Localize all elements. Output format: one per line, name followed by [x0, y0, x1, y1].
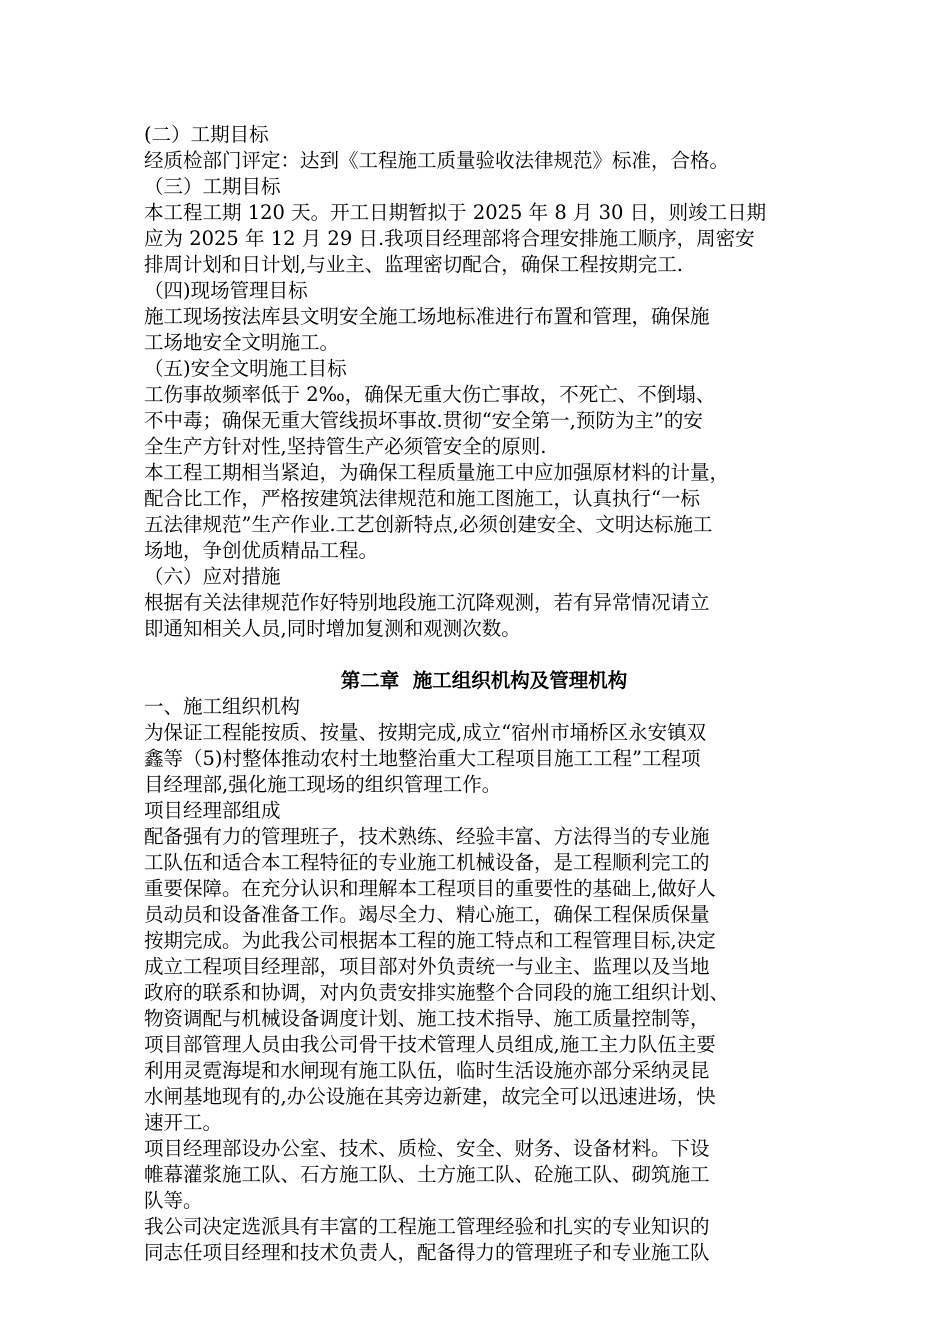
- section-heading: （五)安全文明施工目标: [144, 357, 347, 380]
- paragraph-line: 鑫等（5)村整体推动农村土地整治重大工程项目施工工程”工程项: [144, 747, 701, 770]
- paragraph-line: 我公司决定选派具有丰富的工程施工管理经验和扎实的专业知识的: [144, 1215, 710, 1238]
- document-page: [144, 122, 824, 1266]
- section-heading: 一、施工组织机构: [144, 695, 301, 718]
- paragraph-line: 政府的联系和协调，对内负责安排实施整个合同段的施工组织计划、: [144, 981, 730, 1004]
- paragraph-line: 排周计划和日计划,与业主、监理密切配合，确保工程按期完工.: [144, 253, 683, 276]
- paragraph-line: 为保证工程能按质、按量、按期完成,成立“宿州市埇桥区永安镇双: [144, 721, 707, 744]
- paragraph-line: 应为 2025 年 12 月 29 日.我项目经理部将合理安排施工顺序，周密安: [144, 227, 755, 250]
- paragraph-line: 重要保障。在充分认识和理解本工程项目的重要性的基础上,做好人: [144, 877, 716, 900]
- paragraph-line: 目经理部,强化施工现场的组织管理工作。: [144, 773, 502, 796]
- paragraph-line: 本工程工期 120 天。开工日期暂拟于 2025 年 8 月 30 日，则竣工日期: [144, 201, 767, 224]
- paragraph-line: 帷幕灌浆施工队、石方施工队、土方施工队、砼施工队、砌筑施工: [144, 1163, 710, 1186]
- paragraph-line: 成立工程项目经理部，项目部对外负责统一与业主、监理以及当地: [144, 955, 710, 978]
- paragraph-line: 队等。: [144, 1189, 203, 1212]
- paragraph-line: 全生产方针对性,坚持管生产必须管安全的原则.: [144, 435, 547, 458]
- paragraph-line: 配备强有力的管理班子，技术熟练、经验丰富、方法得当的专业施: [144, 825, 710, 848]
- paragraph-line: 工伤事故频率低于 2‰，确保无重大伤亡事故，不死亡、不倒塌、: [144, 383, 716, 406]
- paragraph-line: 速开工。: [144, 1111, 223, 1134]
- paragraph-line: 即通知相关人员,同时增加复测和观测次数。: [144, 617, 521, 640]
- chapter-title: 第二章 施工组织机构及管理机构: [340, 669, 628, 692]
- paragraph-line: 本工程工期相当紧迫，为确保工程质量施工中应加强原材料的计量，: [144, 461, 730, 484]
- paragraph-line: 利用灵霓海堤和水闸现有施工队伍，临时生活设施亦部分采纳灵昆: [144, 1059, 710, 1082]
- section-heading: （六）应对措施: [144, 565, 281, 588]
- paragraph-line: 员动员和设备准备工作。竭尽全力、精心施工，确保工程保质保量: [144, 903, 710, 926]
- paragraph-line: 施工现场按法库县文明安全施工场地标准进行布置和管理，确保施: [144, 305, 710, 328]
- paragraph-line: 按期完成。为此我公司根据本工程的施工特点和工程管理目标,决定: [144, 929, 716, 952]
- paragraph-line: 场地，争创优质精品工程。: [144, 539, 379, 562]
- section-heading: (二）工期目标: [144, 123, 269, 146]
- paragraph-line: 不中毒；确保无重大管线损坏事故.贯彻“安全第一,预防为主”的安: [144, 409, 703, 432]
- paragraph-line: 根据有关法律规范作好特别地段施工沉降观测，若有异常情况请立: [144, 591, 710, 614]
- paragraph-line: 项目经理部设办公室、技术、质检、安全、财务、设备材料。下设: [144, 1137, 710, 1160]
- paragraph-line: 工场地安全文明施工。: [144, 331, 340, 354]
- section-heading: 项目经理部组成: [144, 799, 281, 822]
- paragraph-line: 经质检部门评定：达到《工程施工质量验收法律规范》标准，合格。: [144, 149, 730, 172]
- paragraph-line: 同志任项目经理和技术负责人，配备得力的管理班子和专业施工队: [144, 1241, 710, 1264]
- paragraph-line: 水闸基地现有的,办公设施在其旁边新建，故完全可以迅速进场，快: [144, 1085, 716, 1108]
- paragraph-line: 配合比工作，严格按建筑法律规范和施工图施工，认真执行“一标: [144, 487, 700, 510]
- paragraph-line: 工队伍和适合本工程特征的专业施工机械设备，是工程顺利完工的: [144, 851, 710, 874]
- section-heading: （四)现场管理目标: [144, 279, 308, 302]
- paragraph-line: 项目部管理人员由我公司骨干技术管理人员组成,施工主力队伍主要: [144, 1033, 716, 1056]
- section-heading: （三）工期目标: [144, 175, 281, 198]
- paragraph-line: 五法律规范”生产作业.工艺创新特点,必须创建安全、文明达标施工: [144, 513, 713, 536]
- paragraph-line: 物资调配与机械设备调度计划、施工技术指导、施工质量控制等，: [144, 1007, 710, 1030]
